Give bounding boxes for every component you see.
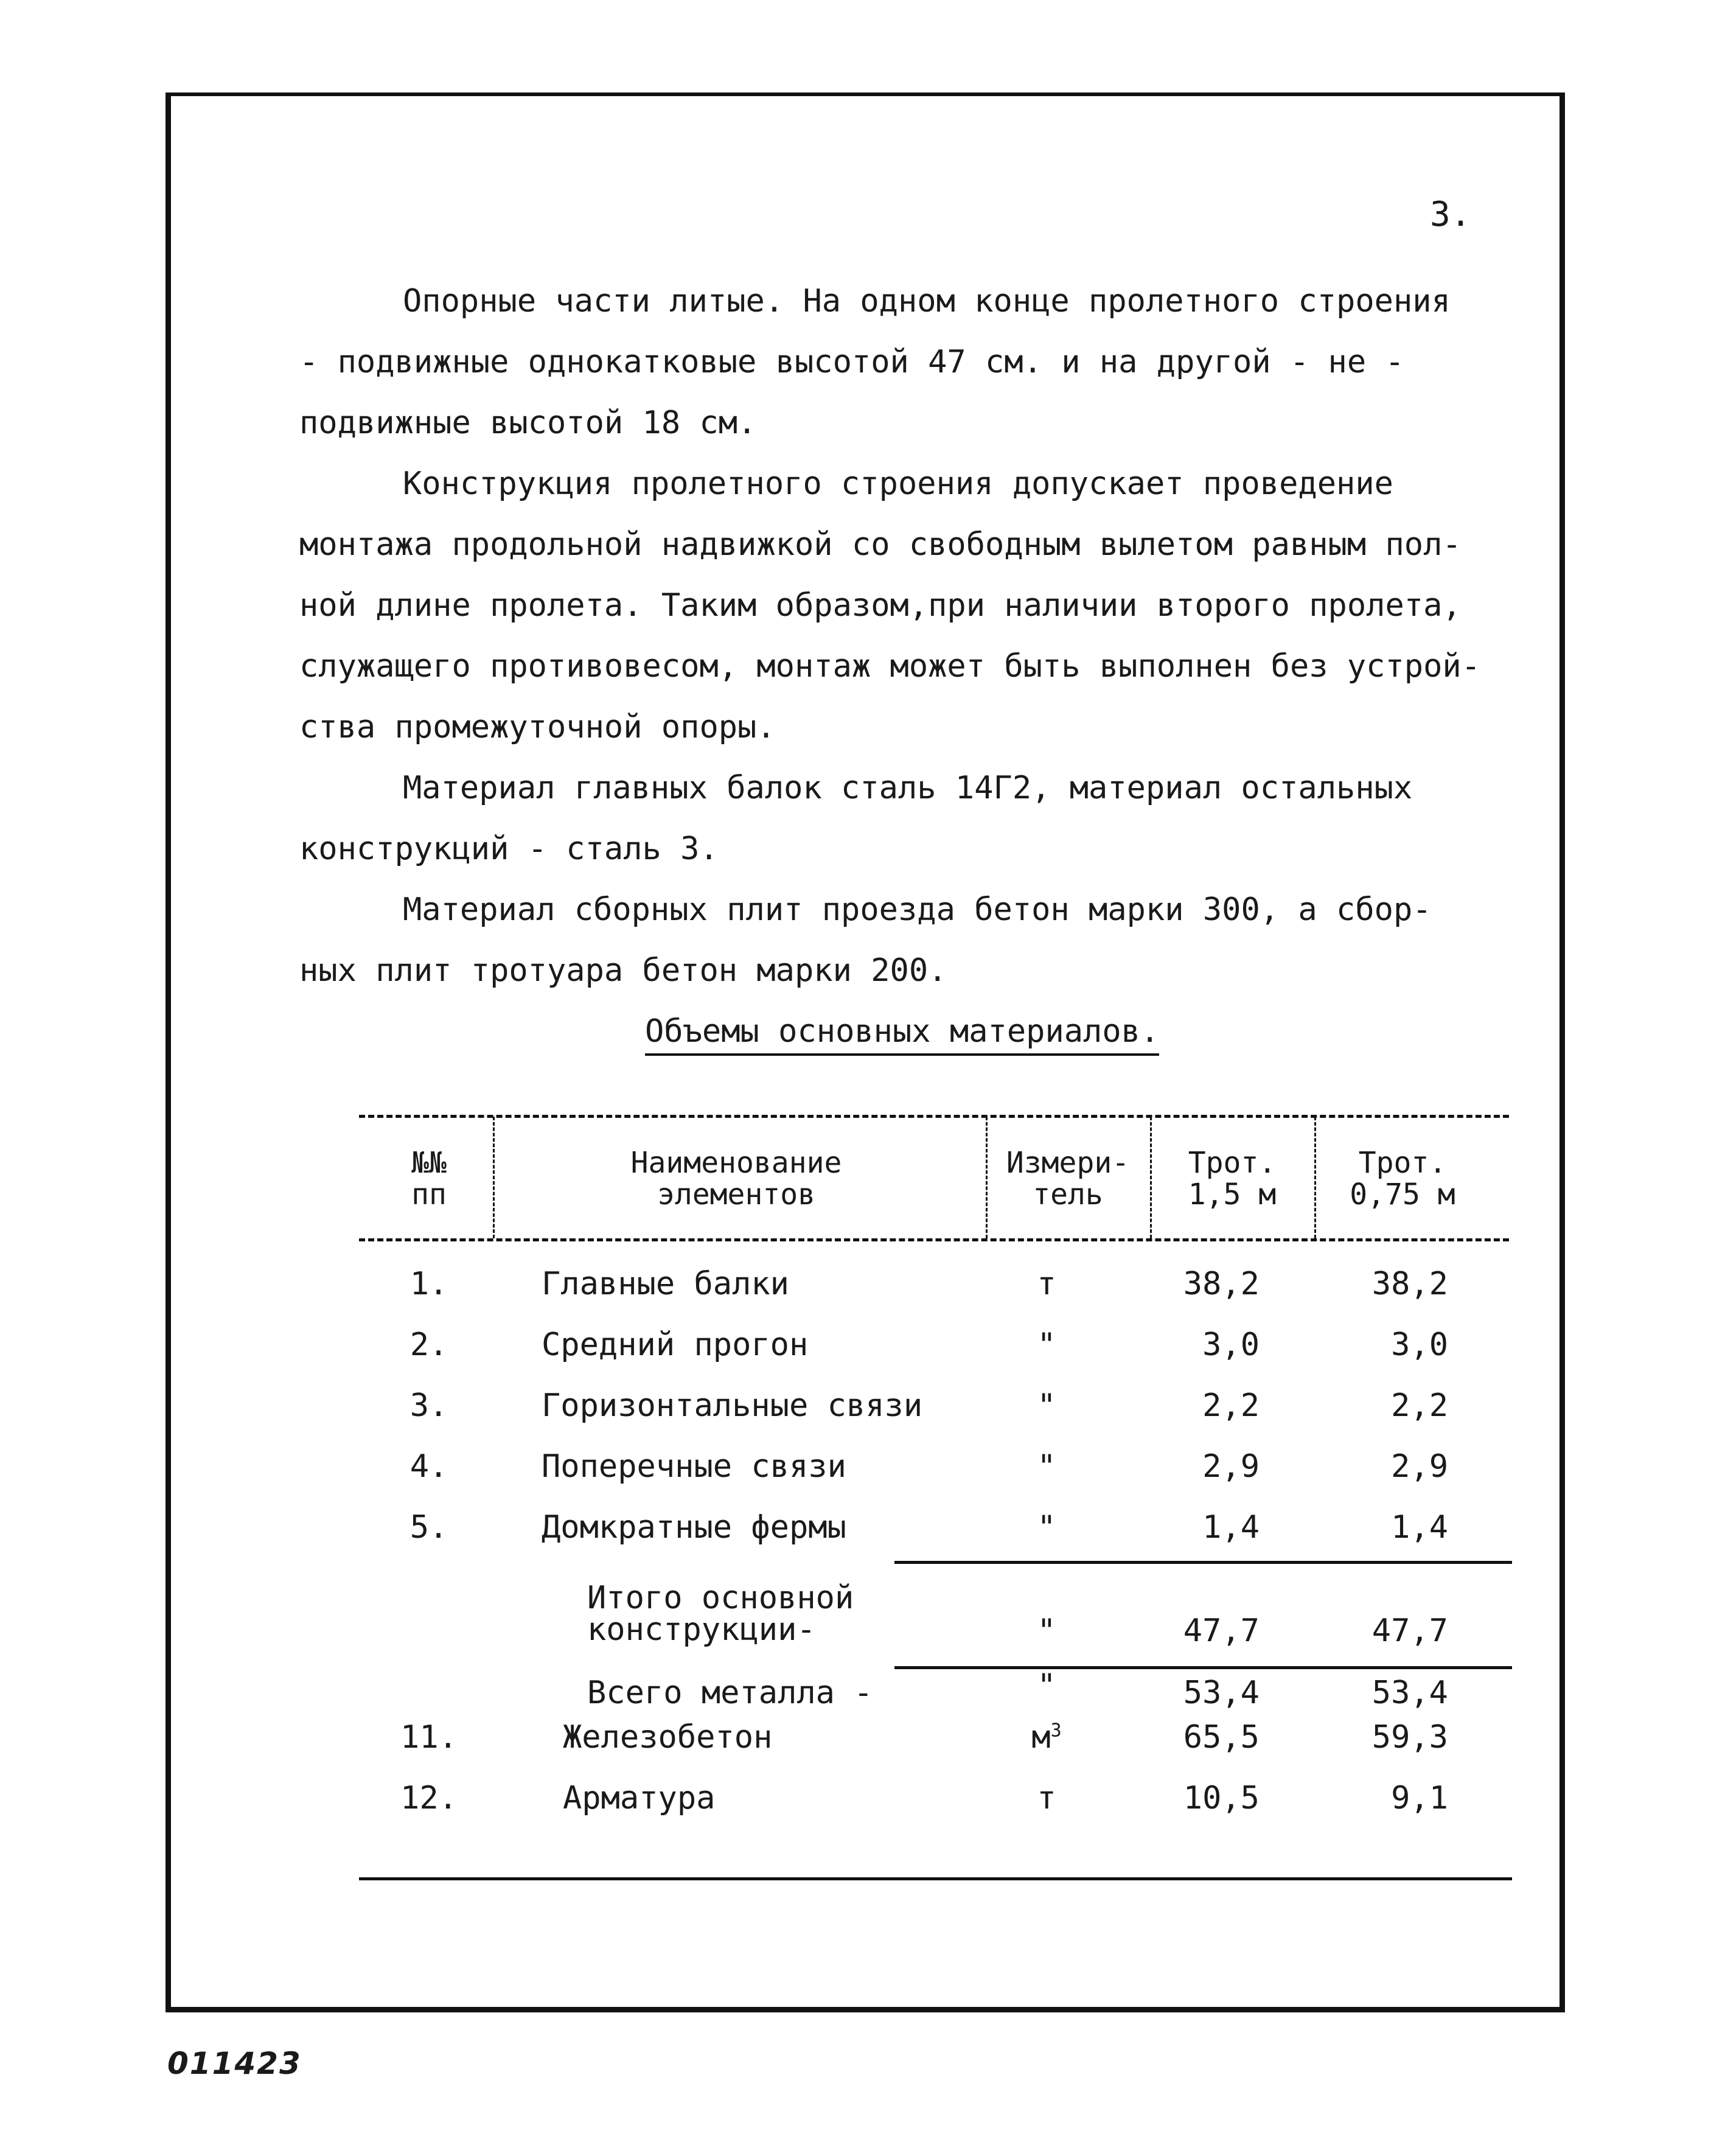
row-name: Горизонтальные связи <box>542 1387 923 1424</box>
total-rule <box>894 1666 1512 1669</box>
subtotal-unit: " <box>1037 1613 1056 1649</box>
header-col2 <box>1320 1147 1485 1210</box>
row-value-0-75m: 3,0 <box>1391 1327 1448 1363</box>
header-col1 <box>1156 1147 1308 1210</box>
text-line: Опорные части литые. На одном конце пролетного строения <box>403 283 1451 319</box>
subtotal-label-line: конструкции- <box>587 1611 816 1648</box>
text-line: конструкций - сталь 3. <box>299 831 719 867</box>
column-divider <box>1314 1117 1316 1238</box>
subtotal-label <box>587 1580 854 1648</box>
row-value-1-5m: 38,2 <box>1183 1266 1260 1302</box>
text-line: монтажа продольной надвижкой со свободным вылетом равным пол- <box>299 526 1462 563</box>
row-value-0-75m: 9,1 <box>1391 1780 1448 1816</box>
subtotal-value-1-5m: 47,7 <box>1183 1613 1260 1649</box>
header-unit-line: Измери- <box>1006 1146 1130 1180</box>
table-bottom-rule <box>359 1877 1512 1880</box>
header-num <box>383 1147 475 1210</box>
total-metal-label: Всего металла - <box>587 1675 873 1711</box>
row-unit: " <box>1037 1448 1056 1485</box>
row-name: Средний прогон <box>542 1327 809 1363</box>
paragraph-supports <box>299 271 1553 453</box>
text-line: - подвижные однокатковые высотой 47 см. и на другой - не - <box>299 344 1404 380</box>
row-unit-superscript: 3 <box>1050 1720 1062 1742</box>
row-unit: " <box>1037 1387 1056 1424</box>
header-col2-line: Трот. <box>1358 1146 1447 1180</box>
archive-stamp: 011423 <box>167 2046 302 2081</box>
total-metal-value-0-75m: 53,4 <box>1371 1675 1448 1711</box>
row-name: Железобетон <box>563 1719 773 1756</box>
row-number: 4. <box>409 1448 448 1485</box>
total-metal-unit: " <box>1037 1667 1056 1704</box>
row-value-1-5m: 65,5 <box>1183 1719 1260 1756</box>
row-unit: т <box>1037 1266 1056 1302</box>
row-unit: т <box>1037 1780 1056 1816</box>
column-divider <box>493 1117 495 1238</box>
row-unit: " <box>1037 1327 1056 1363</box>
row-value-1-5m: 2,9 <box>1202 1448 1260 1485</box>
subtotal-rule <box>894 1561 1512 1564</box>
row-value-0-75m: 59,3 <box>1371 1719 1448 1756</box>
header-unit-line: тель <box>1033 1177 1103 1212</box>
text-line: ных плит тротуара бетон марки 200. <box>299 952 947 989</box>
header-unit <box>992 1147 1144 1210</box>
row-name: Главные балки <box>542 1266 789 1302</box>
column-divider <box>1150 1117 1152 1238</box>
header-num-line: №№ <box>411 1146 447 1180</box>
total-metal-value-1-5m: 53,4 <box>1183 1675 1260 1711</box>
header-col1-line: 1,5 м <box>1188 1177 1277 1212</box>
header-name-line: Наименование <box>630 1146 842 1180</box>
row-value-0-75m: 2,9 <box>1391 1448 1448 1485</box>
row-name: Домкратные фермы <box>542 1509 846 1546</box>
row-number: 5. <box>409 1509 448 1546</box>
row-unit-base: м <box>1031 1719 1051 1756</box>
row-number: 1. <box>409 1266 448 1302</box>
row-name: Арматура <box>563 1780 716 1816</box>
row-value-0-75m: 1,4 <box>1391 1509 1448 1546</box>
row-name: Поперечные связи <box>542 1448 846 1485</box>
row-number: 2. <box>409 1327 448 1363</box>
subtotal-label-line: Итого основной <box>587 1580 854 1616</box>
text-line: Конструкция пролетного строения допускает проведение <box>403 466 1393 502</box>
column-divider <box>986 1117 988 1238</box>
header-col2-line: 0,75 м <box>1350 1177 1455 1212</box>
row-number: 3. <box>409 1387 448 1424</box>
row-value-1-5m: 1,4 <box>1202 1509 1260 1546</box>
page-number: 3. <box>1430 195 1471 234</box>
header-name-line: элементов <box>657 1177 816 1212</box>
text-line: ства промежуточной опоры. <box>299 709 776 745</box>
text-line: Материал главных балок сталь 14Г2, материал остальных <box>403 770 1413 806</box>
text-line: Материал сборных плит проезда бетон марки 300, а сбор- <box>403 891 1432 928</box>
subtotal-value-0-75m: 47,7 <box>1371 1613 1448 1649</box>
text-line: ной длине пролета. Таким образом,при наличии второго пролета, <box>299 587 1462 624</box>
row-number: 11. <box>400 1719 458 1756</box>
row-unit <box>998 1719 1095 1756</box>
row-unit: " <box>1037 1509 1056 1546</box>
header-top-rule <box>359 1115 1509 1118</box>
header-col1-line: Трот. <box>1188 1146 1277 1180</box>
row-value-0-75m: 2,2 <box>1391 1387 1448 1424</box>
row-number: 12. <box>400 1780 458 1816</box>
row-value-0-75m: 38,2 <box>1371 1266 1448 1302</box>
text-line: подвижные высотой 18 см. <box>299 405 757 441</box>
row-value-1-5m: 10,5 <box>1183 1780 1260 1816</box>
header-num-line: пп <box>411 1177 447 1212</box>
row-value-1-5m: 3,0 <box>1202 1327 1260 1363</box>
header-name <box>523 1147 949 1210</box>
paragraph-concrete <box>299 879 1553 1001</box>
text-line: служащего противовесом, монтаж может быть выполнен без устрой- <box>299 648 1481 685</box>
row-value-1-5m: 2,2 <box>1202 1387 1260 1424</box>
paragraph-construction <box>299 453 1553 758</box>
header-bottom-rule <box>359 1238 1509 1241</box>
paragraph-steel <box>299 758 1553 879</box>
table-caption: Объемы основных материалов. <box>645 1013 1159 1056</box>
